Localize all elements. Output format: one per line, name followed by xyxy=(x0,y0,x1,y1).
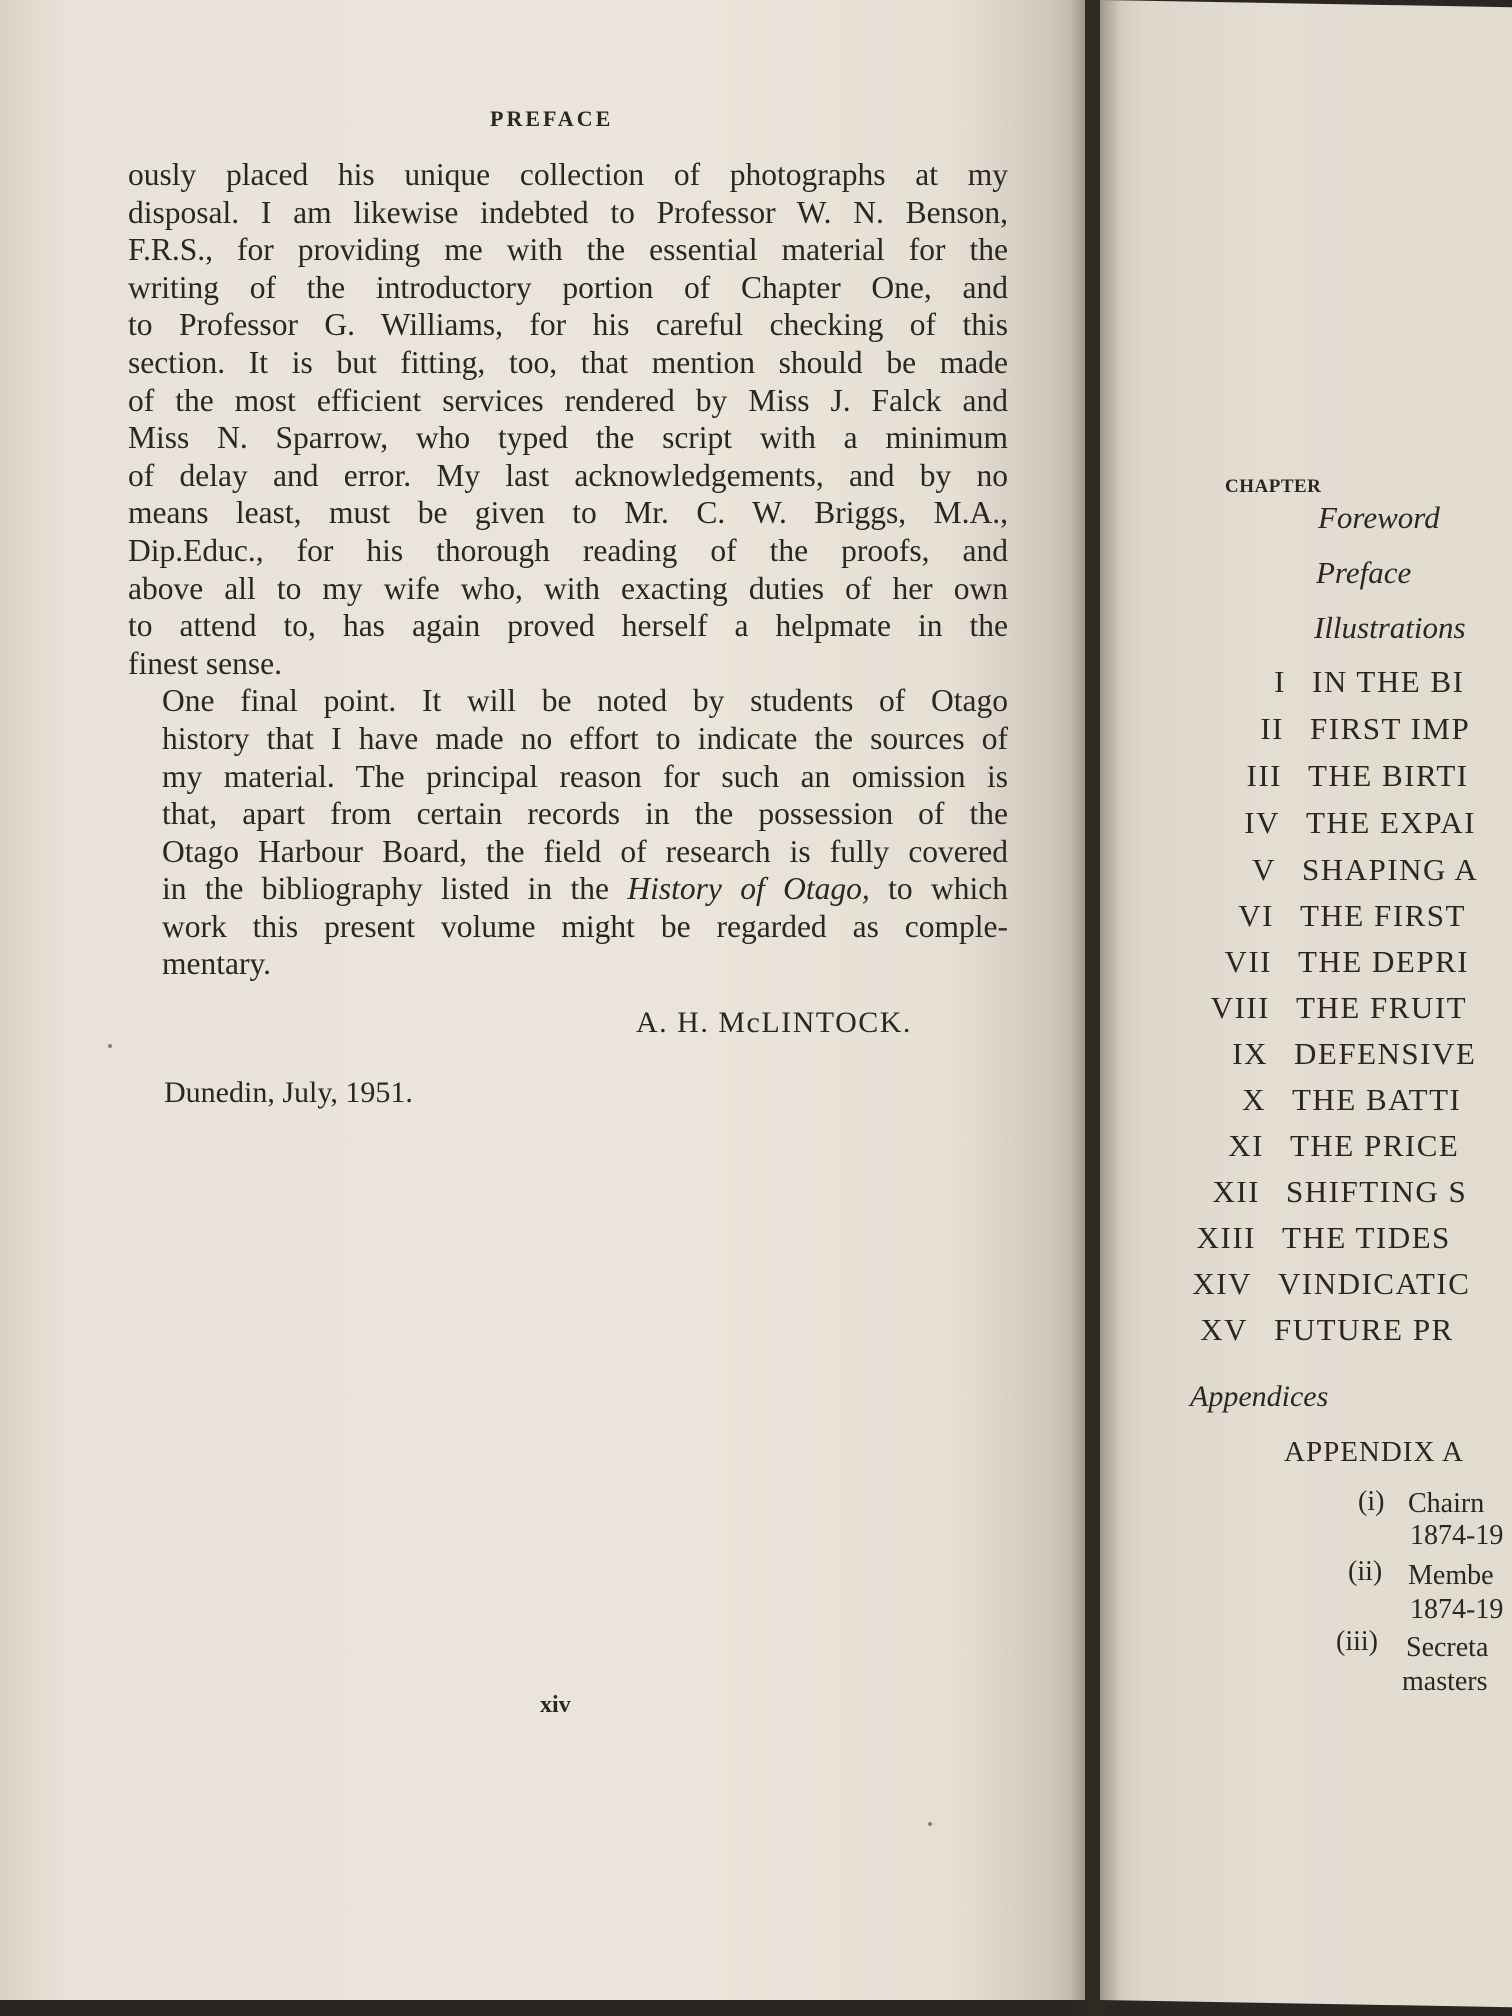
text-line: disposal. I am likewise indebted to Professor W. N. Benson, xyxy=(128,194,1008,230)
chapter-number: XIV xyxy=(1192,1266,1252,1301)
text-line: Otago Harbour Board, the field of research is fully covered xyxy=(162,833,1008,869)
chapter-number: I xyxy=(1274,664,1286,699)
toc-illustrations: Illustrations xyxy=(1314,610,1466,645)
chapter-title: SHIFTING S xyxy=(1286,1174,1468,1209)
chapter-number: VIII xyxy=(1210,990,1270,1025)
text-line: of the most efficient services rendered by Miss J. Falck and xyxy=(128,382,1008,418)
toc-chapter-row xyxy=(1184,1128,1459,1164)
appendix-item-title: Secreta xyxy=(1406,1632,1489,1663)
toc-foreword: Foreword xyxy=(1318,500,1440,535)
text-line: my material. The principal reason for such an omission is xyxy=(162,758,1008,794)
toc-appendices-label: Appendices xyxy=(1190,1380,1329,1413)
text-line: to attend to, has again proved herself a helpmate in the xyxy=(128,608,1008,644)
chapter-number: XV xyxy=(1200,1312,1248,1347)
chapter-title: THE BATTI xyxy=(1292,1082,1462,1117)
toc-preface: Preface xyxy=(1316,555,1412,590)
text-line: history that I have made no effort to indicate the sources of xyxy=(162,720,1008,756)
chapter-title: FUTURE PR xyxy=(1274,1312,1454,1347)
appendix-item-number: (i) xyxy=(1358,1486,1385,1517)
toc-chapter-row xyxy=(1194,898,1466,934)
page-number: xiv xyxy=(540,1692,571,1718)
chapter-title: SHAPING A xyxy=(1302,852,1479,887)
toc-chapter-row xyxy=(1196,852,1478,888)
chapter-number: IX xyxy=(1232,1036,1268,1071)
appendix-item-title: Membe xyxy=(1408,1560,1494,1591)
author-signature: A. H. McLINTOCK. xyxy=(636,1006,912,1039)
chapter-title: THE BIRTI xyxy=(1308,758,1469,793)
chapter-title: THE DEPRI xyxy=(1298,944,1470,979)
chapter-title: THE FRUIT xyxy=(1296,990,1468,1025)
toc-chapter-row xyxy=(1188,1036,1476,1072)
chapter-title: FIRST IMP xyxy=(1310,711,1471,746)
text-line: finest sense. xyxy=(128,645,282,681)
chapter-title: THE FIRST xyxy=(1300,898,1466,933)
chapter-number: VI xyxy=(1238,898,1274,933)
text-line: One final point. It will be noted by students of Otago xyxy=(162,683,1008,719)
text-fragment: to which xyxy=(869,871,1008,907)
text-line: above all to my wife who, with exacting duties of her own xyxy=(128,570,1008,606)
chapter-number: II xyxy=(1260,711,1284,746)
running-head: PREFACE xyxy=(490,106,614,131)
chapter-title: IN THE BI xyxy=(1312,664,1465,699)
toc-chapter-row xyxy=(1202,758,1469,794)
toc-chapter-row xyxy=(1168,1312,1454,1348)
toc-chapter-row xyxy=(1172,1266,1470,1302)
book-title-italic: History of Otago, xyxy=(627,871,870,907)
text-line: section. It is but fitting, too, that mention should be made xyxy=(128,344,1008,380)
text-line: that, apart from certain records in the possession of the xyxy=(162,796,1008,832)
chapter-number: III xyxy=(1246,758,1282,793)
text-line: of delay and error. My last acknowledgements, and by no xyxy=(128,457,1008,493)
text-line: means least, must be given to Mr. C. W. Briggs, M.A., xyxy=(128,495,1008,531)
chapter-title: THE PRICE xyxy=(1290,1128,1460,1163)
toc-chapter-row xyxy=(1200,805,1476,841)
toc-appendix-heading: APPENDIX A xyxy=(1284,1436,1464,1468)
toc-chapter-row xyxy=(1206,664,1464,700)
chapter-number: V xyxy=(1252,852,1276,887)
chapter-number: XI xyxy=(1228,1128,1264,1163)
text-line: writing of the introductory portion of Chapter One, and xyxy=(128,269,1008,305)
chapter-number: VII xyxy=(1224,944,1272,979)
place-date: Dunedin, July, 1951. xyxy=(164,1076,413,1109)
toc-chapter-row xyxy=(1192,944,1469,980)
toc-chapter-row xyxy=(1176,1220,1451,1256)
appendix-item-years: 1874-19 xyxy=(1410,1520,1504,1551)
toc-chapter-row xyxy=(1190,990,1467,1026)
toc-chapter-row xyxy=(1204,711,1470,747)
toc-chapter-row xyxy=(1180,1174,1467,1210)
text-line: ously placed his unique collection of photographs at my xyxy=(128,157,1008,192)
toc-chapter-row xyxy=(1186,1082,1461,1118)
appendix-item-number: (ii) xyxy=(1348,1556,1383,1587)
chapter-title: THE TIDES xyxy=(1282,1220,1451,1255)
text-line: Dip.Educ., for his thorough reading of the proofs, and xyxy=(128,532,1008,568)
appendix-item-years: masters xyxy=(1402,1666,1488,1697)
text-line: to Professor G. Williams, for his careful checking of this xyxy=(128,307,1008,343)
text-line: Miss N. Sparrow, who typed the script with a minimum xyxy=(128,420,1008,456)
text-line: mentary. xyxy=(162,946,272,982)
chapter-number: IV xyxy=(1244,805,1280,840)
text-line: work this present volume might be regarded as comple- xyxy=(162,908,1008,944)
chapter-number: X xyxy=(1242,1082,1266,1117)
text-line: F.R.S., for providing me with the essential material for the xyxy=(128,232,1008,268)
chapter-title: DEFENSIVE xyxy=(1294,1036,1477,1071)
chapter-title: THE EXPAI xyxy=(1306,805,1476,840)
chapter-column-label: CHAPTER xyxy=(1225,476,1322,497)
appendix-item-number: (iii) xyxy=(1336,1626,1378,1657)
chapter-number: XIII xyxy=(1196,1220,1256,1255)
chapter-title: VINDICATIC xyxy=(1278,1266,1471,1301)
appendix-item-title: Chairn xyxy=(1408,1488,1485,1519)
appendix-item-years: 1874-19 xyxy=(1410,1594,1504,1625)
text-fragment: in the bibliography listed in the xyxy=(162,871,628,907)
chapter-number: XII xyxy=(1212,1174,1260,1209)
